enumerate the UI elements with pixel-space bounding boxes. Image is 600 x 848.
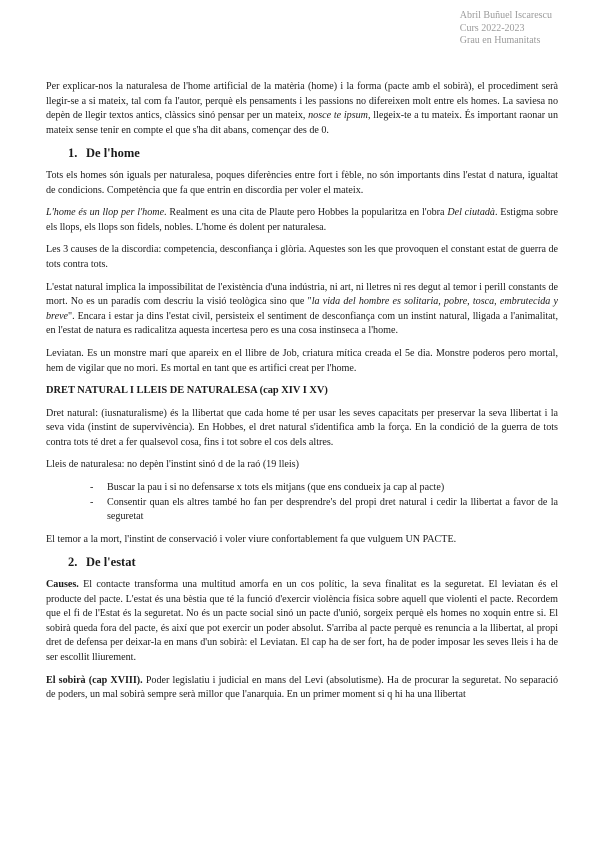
laws-list <box>46 481 558 525</box>
section-heading-home: 1. De l'home <box>68 146 140 161</box>
paragraph-sovereign: El sobirà (cap XVIII). Poder legislatiu i judicial en mans del Levi (absolutisme). Ha de procurar la seguretat. No separació de poders, un mal sobirà sempre serà millor que l'anarquia. En un primer moment si q hi ha una llibertat <box>46 674 558 701</box>
section-heading-state: 2. De l'estat <box>68 555 136 570</box>
paragraph-natural-right: Dret natural: (iusnaturalisme) és la llibertat que cada home té per usar les seves capacitats per preservar la seva llibertat i la seva vida (instint de supervivència). En Hobbes, el dret natural s'identifica amb la força. En la condició de la guerra de tots contra tots té dret a fer qualsevol cosa, fins i tot sobre el cos dels altres. <box>46 407 558 448</box>
paragraph-leviathan: Leviatan. Es un monstre marí que apareix en el llibre de Job, criatura mítica creada el 5e dia. Monstre poderos pero mortal, hem de vigilar que no mori. Es mortal en tant que es artifici creat per l'home. <box>46 347 558 374</box>
list-item: - Buscar la pau i si no defensarse x tots els mitjans (que ens condueix ja cap al pacte) <box>46 481 558 496</box>
intro-paragraph: Per explicar-nos la naturalesa de l'home artificial de la matèria (home) i la forma (pacte amb el sobirà), el procediment serà llegir-se a si mateix, tal com fa l'autor, perquè els pensaments i les passions no difereixen molt entre els homes. La saviesa no depèn de llegir textos antics, clàssics sinó pensar per un mateix, nosce te ipsum, llegeix-te a tu mateix. És important raonar un mateix sense tenir en compte el que s'ha dit abans, començar des de 0. <box>46 81 558 136</box>
document-body <box>46 80 558 711</box>
paragraph-natural-state: L'estat natural implica la impossibilitat de l'existència d'una indústria, ni art, ni lletres ni res degut al temor i perill constants de mort. No es un paradís com descriu la visió teològica sino que "la vida del hombre es solitaria, pobre, tosca, embrutecida y breve". Encara i estar ja dins l'estat civil, persisteix el sentiment de desconfiança com un instint natural, lligada a l'animalitat, en l'estat de natura es radicalitza aquesta incertesa pero es una cosa instinseca a l'home. <box>46 281 559 337</box>
paragraph-laws-of-nature: Lleis de naturalesa: no depèn l'instint sinó d de la raó (19 lleis) <box>46 459 299 471</box>
header-degree: Grau en Humanitats <box>459 35 541 46</box>
paragraph-equality: Tots els homes són iguals per naturalesa, poques diferències entre fort i fèble, no són importants dins l'estat d natura, igualtat de condicions. Competència que fa que entrin en discordia per voler el mateix. <box>46 169 558 196</box>
page-header <box>460 10 552 48</box>
dash-bullet: - <box>90 496 94 508</box>
paragraph-causes-discord: Les 3 causes de la discordia: competencia, desconfiança i glòria. Aquestes son les que provoquen el constant estat de guerra de tots contra tots. <box>46 244 558 270</box>
list-item: - Consentir quan els altres també ho fan per desprendre's del propi dret natural i cedir la llibertat a favor de la seguretat <box>90 496 558 523</box>
header-course: Curs 2022-2023 <box>459 22 525 34</box>
paragraph-causes: Causes. El contacte transforma una multitud amorfa en un cos polític, la seva finalitat es la seguretat. El leviatan és el producte del pacte. L'estat és una bèstia que té la funció d'exercir violència física sobre aquell que violenti el pacte. Recordem que el fi de l'Estat és la seguretat. No és un pacte social sinó un pacte d'unió, sorgeix perquè els homes no xoquin entre si. El sobirà queda fora del pacte, és així que pot exercir un poder absolut. S'arriba al pacte perquè es renuncia a la llibertat, al propi dret de defensa per deixar-la en mans d'un sobirà: el Leviatan. El cap ha de ser fort, ha de poder imposar les seves lleis i ha de ser escollit lliurement. <box>46 579 558 663</box>
header-author: Abril Buñuel Iscarescu <box>459 10 552 21</box>
subsection-heading-natural-law: DRET NATURAL I LLEIS DE NATURALESA (cap XIV I XV) <box>46 385 328 397</box>
dash-bullet: - <box>90 482 94 494</box>
paragraph-pact: El temor a la mort, l'instint de conservació i voler viure confortablement fa que vulguem UN PACTE. <box>46 533 457 545</box>
paragraph-wolf: L'home és un llop per l'home. Realment es una cita de Plaute pero Hobbes la popularitza en l'obra Del ciutadà. Estigma sobre els llops, els llops son fidels, nobles. L'home és dolent per naturalesa. <box>46 207 559 233</box>
